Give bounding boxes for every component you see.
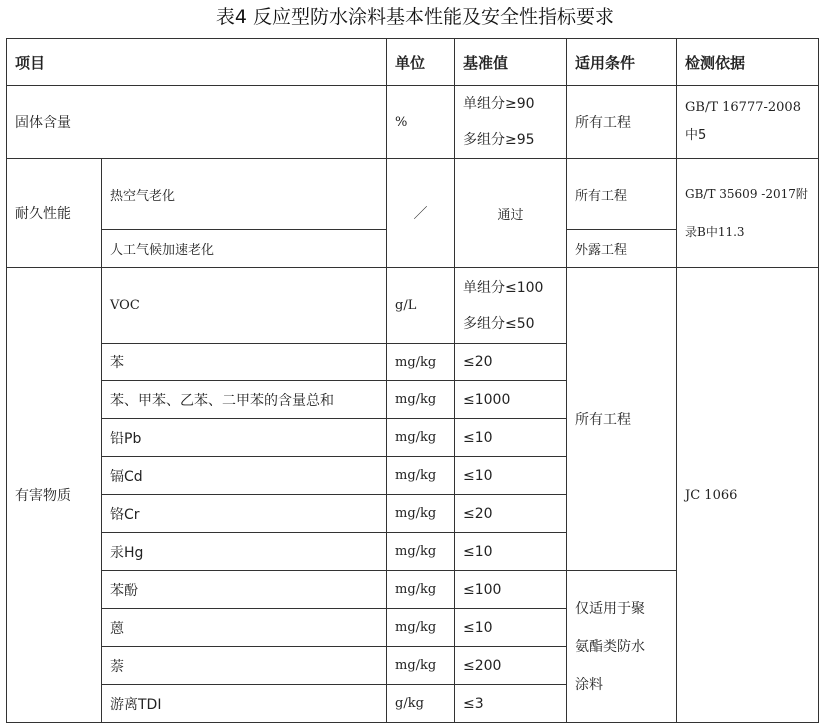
hazard-name: 萘 (102, 647, 387, 685)
hazard-unit: mg/kg (387, 571, 455, 609)
hazard-condition-pu-line3: 涂料 (575, 676, 604, 693)
hazard-value: ≤10 (455, 609, 567, 647)
hazard-unit: mg/kg (387, 381, 455, 419)
durability-basis-line1: GB/T 35609 -2017附 (685, 187, 808, 201)
hazard-unit: mg/kg (387, 495, 455, 533)
hazard-name: 铅Pb (102, 419, 387, 457)
durability-heat-aging: 热空气老化 (102, 159, 387, 230)
hazard-value: ≤1000 (455, 381, 567, 419)
solid-value-single: 单组分≥90 (463, 96, 535, 112)
hazard-name: 蒽 (102, 609, 387, 647)
hazard-value: ≤10 (455, 533, 567, 571)
hazard-condition-pu-line1: 仅适用于聚 (575, 600, 646, 617)
hazard-condition-all: 所有工程 (567, 268, 677, 571)
solid-unit: % (387, 86, 455, 159)
durability-condition-all: 所有工程 (567, 159, 677, 230)
hazard-unit: mg/kg (387, 609, 455, 647)
solid-basis-line1: GB/T 16777-2008 (685, 100, 801, 115)
solid-condition: 所有工程 (567, 86, 677, 159)
hazard-condition-polyurethane (567, 571, 677, 723)
solid-value (455, 86, 567, 159)
solid-value-multi: 多组分≥95 (463, 132, 535, 148)
hazard-value: ≤3 (455, 685, 567, 723)
durability-basis (677, 159, 819, 268)
header-item: 项目 (7, 39, 387, 86)
table-title: 表4 反应型防水涂料基本性能及安全性指标要求 (215, 6, 615, 28)
hazard-basis: JC 1066 (677, 268, 819, 723)
hazard-unit: mg/kg (387, 344, 455, 381)
durability-group: 耐久性能 (7, 159, 102, 268)
hazard-value: ≤10 (455, 457, 567, 495)
header-condition: 适用条件 (567, 39, 677, 86)
durability-value: 通过 (455, 159, 567, 268)
hazard-value: ≤200 (455, 647, 567, 685)
hazard-value: ≤10 (455, 419, 567, 457)
hazard-name: 苯 (102, 344, 387, 381)
spec-table (6, 38, 819, 723)
header-unit: 单位 (387, 39, 455, 86)
hazard-unit: g/kg (387, 685, 455, 723)
hazard-name: 游离TDI (102, 685, 387, 723)
hazard-voc-unit: g/L (387, 268, 455, 344)
row-heat-aging (7, 159, 819, 230)
durability-weather-aging: 人工气候加速老化 (102, 230, 387, 268)
durability-basis-line2: 录B中11.3 (685, 225, 745, 239)
hazard-group: 有害物质 (7, 268, 102, 723)
durability-unit: ／ (387, 159, 455, 268)
row-solid-content (7, 86, 819, 159)
header-row (7, 39, 819, 86)
hazard-name: 镉Cd (102, 457, 387, 495)
hazard-value: ≤20 (455, 344, 567, 381)
solid-item: 固体含量 (7, 86, 387, 159)
hazard-unit: mg/kg (387, 533, 455, 571)
hazard-value: ≤100 (455, 571, 567, 609)
durability-condition-exposed: 外露工程 (567, 230, 677, 268)
hazard-name: 苯酚 (102, 571, 387, 609)
header-value: 基准值 (455, 39, 567, 86)
row-voc (7, 268, 819, 344)
hazard-name: 苯、甲苯、乙苯、二甲苯的含量总和 (102, 381, 387, 419)
hazard-voc-name: VOC (102, 268, 387, 344)
hazard-value: ≤20 (455, 495, 567, 533)
hazard-voc-value-single: 单组分≤100 (463, 279, 544, 296)
hazard-unit: mg/kg (387, 419, 455, 457)
hazard-voc-value (455, 268, 567, 344)
hazard-name: 铬Cr (102, 495, 387, 533)
hazard-voc-value-multi: 多组分≤50 (463, 315, 535, 332)
hazard-unit: mg/kg (387, 457, 455, 495)
solid-basis-line2: 中5 (685, 128, 707, 143)
hazard-name: 汞Hg (102, 533, 387, 571)
hazard-condition-pu-line2: 氨酯类防水 (575, 638, 646, 655)
header-basis: 检测依据 (677, 39, 819, 86)
solid-basis (677, 86, 819, 159)
hazard-unit: mg/kg (387, 647, 455, 685)
